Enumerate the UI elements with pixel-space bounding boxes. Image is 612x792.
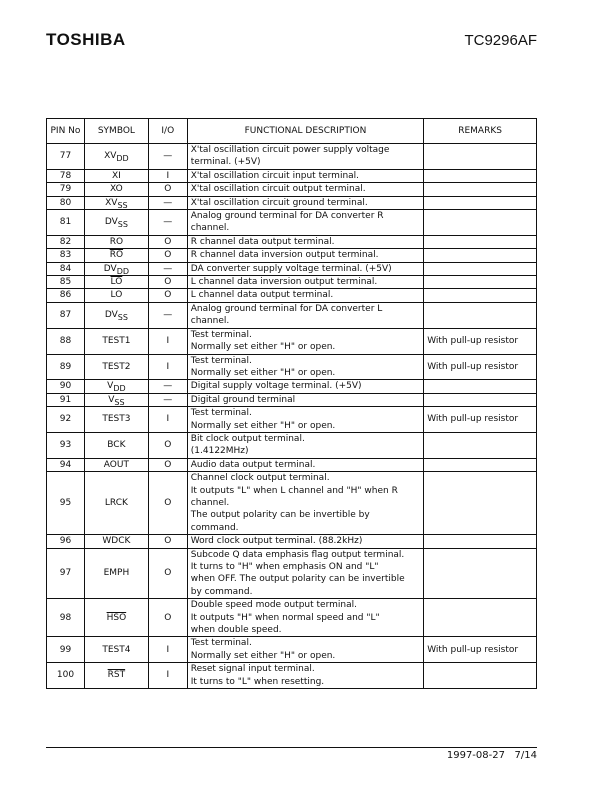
table-row: [47, 535, 537, 548]
description-line: DA converter supply voltage terminal. (+5V): [190, 263, 392, 274]
pin-remarks: [424, 210, 537, 236]
table-header-row: [47, 119, 537, 144]
description-line: The output polarity can be invertible by: [190, 510, 370, 521]
description-line: It turns to "H" when emphasis ON and "L": [190, 562, 379, 572]
symbol-base: XO: [110, 184, 123, 195]
pin-remarks: [424, 548, 537, 599]
description-line: It outputs "H" when normal speed and "L": [190, 612, 380, 623]
pin-io: O: [148, 183, 187, 196]
pin-io: O: [148, 472, 187, 535]
description-line: Normally set either "H" or open.: [190, 367, 336, 378]
description-line: by command.: [190, 586, 253, 597]
footer-date: 1997-08-27: [446, 750, 505, 761]
table-row: [47, 663, 537, 689]
column-header-symbol: SYMBOL: [84, 119, 148, 144]
symbol-base: TEST3: [102, 414, 131, 425]
symbol-base: V: [107, 381, 114, 392]
description-line: Test terminal.: [190, 329, 252, 340]
pin-remarks: [424, 663, 537, 689]
description-line: Test terminal.: [190, 408, 252, 419]
pin-io: I: [148, 663, 187, 689]
description-line: X'tal oscillation circuit power supply voltage: [190, 145, 390, 155]
pin-number: 88: [47, 328, 85, 354]
symbol-base: XV: [104, 151, 117, 162]
symbol-base: TEST1: [102, 335, 131, 346]
table-row: [47, 249, 537, 262]
symbol-base: $\overline{RST}$: [107, 670, 126, 681]
column-header-pin: PIN No: [47, 119, 85, 144]
pin-symbol: [84, 472, 148, 535]
description-line: Reset signal input terminal.: [190, 664, 315, 675]
pin-symbol: [84, 458, 148, 471]
table-row: [47, 458, 537, 471]
pin-symbol: [84, 548, 148, 599]
table-row: [47, 354, 537, 380]
pin-io: —: [148, 210, 187, 236]
pin-description: [187, 276, 423, 289]
description-line: when OFF. The output polarity can be invertible: [190, 574, 405, 585]
pin-symbol: [84, 289, 148, 302]
description-line: R channel data output terminal.: [190, 236, 335, 247]
symbol-base: BCK: [107, 440, 126, 451]
pin-remarks: [424, 432, 537, 458]
symbol-base: DV: [104, 217, 118, 228]
pin-description: [187, 235, 423, 248]
symbol-base: WDCK: [102, 536, 131, 547]
pin-io: I: [148, 169, 187, 182]
pin-remarks: [424, 393, 537, 406]
column-header-remarks: REMARKS: [424, 119, 537, 144]
pin-number: 96: [47, 535, 85, 548]
pin-symbol: [84, 169, 148, 182]
pin-remarks: With pull-up resistor: [424, 354, 537, 380]
description-line: command.: [190, 522, 239, 533]
description-line: Digital supply voltage terminal. (+5V): [190, 381, 362, 392]
pin-remarks: [424, 289, 537, 302]
symbol-base: EMPH: [103, 568, 130, 579]
description-line: R channel data inversion output terminal.: [190, 250, 379, 261]
pin-description: [187, 472, 423, 535]
pin-symbol: [84, 354, 148, 380]
pin-symbol: [84, 196, 148, 209]
pin-description: [187, 210, 423, 236]
part-number: TC9296AF: [464, 32, 537, 49]
pin-remarks: [424, 169, 537, 182]
description-line: Normally set either "H" or open.: [190, 342, 336, 353]
pin-description: [187, 663, 423, 689]
table-row: [47, 302, 537, 328]
column-header-io: I/O: [148, 119, 187, 144]
description-line: Channel clock output terminal.: [190, 473, 330, 484]
pin-number: 90: [47, 380, 85, 393]
pin-symbol: [84, 663, 148, 689]
pin-number: 79: [47, 183, 85, 196]
table-row: [47, 289, 537, 302]
table-row: [47, 599, 537, 637]
pin-remarks: [424, 599, 537, 637]
symbol-subscript: SS: [117, 220, 128, 230]
pin-remarks: With pull-up resistor: [424, 407, 537, 433]
table-row: [47, 262, 537, 275]
pin-symbol: [84, 380, 148, 393]
symbol-subscript: DD: [113, 384, 126, 394]
brand-logo: TOSHIBA: [46, 30, 126, 49]
pin-symbol: [84, 535, 148, 548]
symbol-subscript: SS: [114, 397, 125, 407]
description-line: channel.: [190, 223, 230, 234]
pin-description: [187, 144, 423, 170]
pin-io: I: [148, 354, 187, 380]
pin-remarks: [424, 380, 537, 393]
pin-number: 89: [47, 354, 85, 380]
description-line: Digital ground terminal: [190, 394, 296, 405]
table-row: [47, 472, 537, 535]
pin-io: —: [148, 393, 187, 406]
pin-io: O: [148, 235, 187, 248]
pin-description: [187, 196, 423, 209]
symbol-base: TEST4: [102, 644, 131, 655]
pin-remarks: With pull-up resistor: [424, 328, 537, 354]
pin-description-table: [46, 118, 537, 689]
pin-remarks: [424, 235, 537, 248]
pin-remarks: [424, 276, 537, 289]
pin-description: [187, 599, 423, 637]
description-line: (1.4122MHz): [190, 446, 249, 457]
table-row: [47, 169, 537, 182]
pin-number: 81: [47, 210, 85, 236]
pin-description: [187, 249, 423, 262]
pin-description: [187, 289, 423, 302]
symbol-base: DV: [104, 310, 118, 321]
pin-io: O: [148, 458, 187, 471]
pin-io: O: [148, 276, 187, 289]
description-line: Test terminal.: [190, 355, 252, 366]
pin-number: 83: [47, 249, 85, 262]
pin-description: [187, 262, 423, 275]
description-line: when double speed.: [190, 625, 282, 636]
pin-number: 92: [47, 407, 85, 433]
pin-io: I: [148, 637, 187, 663]
pin-description: [187, 637, 423, 663]
pin-remarks: [424, 196, 537, 209]
description-line: Bit clock output terminal.: [190, 433, 305, 444]
table-row: [47, 210, 537, 236]
description-line: Normally set either "H" or open.: [190, 420, 336, 431]
table-row: [47, 432, 537, 458]
description-line: Double speed mode output terminal.: [190, 600, 357, 611]
pin-io: —: [148, 380, 187, 393]
pin-io: —: [148, 144, 187, 170]
footer-page: 7/14: [514, 750, 537, 761]
table-row: [47, 548, 537, 599]
pin-description: [187, 393, 423, 406]
description-line: Analog ground terminal for DA converter R: [190, 211, 384, 222]
table-row: [47, 235, 537, 248]
pin-description: [187, 432, 423, 458]
pin-io: O: [148, 289, 187, 302]
pin-io: O: [148, 249, 187, 262]
description-line: Audio data output terminal.: [190, 459, 316, 470]
symbol-base: $\overline{HSO}$: [106, 612, 127, 623]
symbol-subscript: DD: [116, 154, 129, 164]
pin-remarks: [424, 458, 537, 471]
pin-remarks: [424, 472, 537, 535]
pin-number: 93: [47, 432, 85, 458]
pin-description: [187, 380, 423, 393]
description-line: terminal. (+5V): [190, 157, 261, 168]
description-line: channel.: [190, 316, 230, 327]
table-row: [47, 393, 537, 406]
pin-symbol: [84, 432, 148, 458]
pin-io: O: [148, 535, 187, 548]
table-row: [47, 637, 537, 663]
description-line: It outputs "L" when L channel and "H" when R: [190, 485, 398, 496]
description-line: X'tal oscillation circuit output terminal.: [190, 184, 366, 195]
pin-number: 87: [47, 302, 85, 328]
symbol-subscript: DD: [116, 266, 130, 276]
table-row: [47, 328, 537, 354]
pin-remarks: [424, 262, 537, 275]
pin-io: —: [148, 196, 187, 209]
pin-number: 84: [47, 262, 85, 275]
pin-remarks: [424, 144, 537, 170]
description-line: X'tal oscillation circuit ground terminal.: [190, 197, 368, 208]
description-line: Subcode Q data emphasis flag output terminal.: [190, 549, 405, 560]
pin-number: 85: [47, 276, 85, 289]
description-line: Word clock output terminal. (88.2kHz): [190, 536, 363, 547]
table-row: [47, 183, 537, 196]
pin-description: [187, 328, 423, 354]
pin-symbol: [84, 210, 148, 236]
symbol-base: AOUT: [103, 459, 129, 470]
pin-description: [187, 535, 423, 548]
pin-remarks: [424, 183, 537, 196]
pin-number: 91: [47, 393, 85, 406]
pin-symbol: [84, 183, 148, 196]
table-row: [47, 144, 537, 170]
pin-description: [187, 183, 423, 196]
symbol-base: LO: [110, 290, 123, 301]
pin-io: I: [148, 407, 187, 433]
pin-symbol: [84, 144, 148, 170]
description-line: channel.: [190, 497, 230, 508]
description-line: L channel data inversion output terminal.: [190, 277, 378, 288]
pin-number: 99: [47, 637, 85, 663]
description-line: L channel data output terminal.: [190, 290, 334, 301]
symbol-base: DV: [103, 263, 117, 274]
pin-remarks: [424, 535, 537, 548]
pin-remarks: With pull-up resistor: [424, 637, 537, 663]
pin-io: I: [148, 328, 187, 354]
pin-io: O: [148, 599, 187, 637]
pin-number: 78: [47, 169, 85, 182]
footer-divider: [46, 747, 537, 748]
symbol-base: $\overline{RO}$: [109, 250, 124, 261]
pin-io: —: [148, 262, 187, 275]
symbol-base: $\overline{LO}$: [110, 277, 123, 288]
description-line: Analog ground terminal for DA converter L: [190, 303, 383, 314]
pin-number: 80: [47, 196, 85, 209]
pin-symbol: [84, 302, 148, 328]
pin-remarks: [424, 302, 537, 328]
column-header-description: FUNCTIONAL DESCRIPTION: [187, 119, 423, 144]
pin-number: 97: [47, 548, 85, 599]
table-row: [47, 196, 537, 209]
description-line: It turns to "L" when resetting.: [190, 676, 325, 687]
pin-number: 77: [47, 144, 85, 170]
pin-description: [187, 169, 423, 182]
pin-description: [187, 548, 423, 599]
pin-description: [187, 302, 423, 328]
pin-symbol: [84, 262, 148, 275]
pin-symbol: [84, 328, 148, 354]
table-row: [47, 407, 537, 433]
description-line: Test terminal.: [190, 638, 252, 649]
description-line: X'tal oscillation circuit input terminal.: [190, 170, 360, 181]
pin-io: O: [148, 548, 187, 599]
pin-io: O: [148, 432, 187, 458]
symbol-base: RO: [109, 236, 124, 247]
pin-symbol: [84, 599, 148, 637]
pin-symbol: [84, 276, 148, 289]
pin-number: 94: [47, 458, 85, 471]
pin-symbol: [84, 393, 148, 406]
pin-symbol: [84, 407, 148, 433]
description-line: Normally set either "H" or open.: [190, 650, 336, 661]
table-row: [47, 276, 537, 289]
pin-symbol: [84, 249, 148, 262]
pin-number: 95: [47, 472, 85, 535]
pin-description: [187, 407, 423, 433]
pin-number: 98: [47, 599, 85, 637]
pin-symbol: [84, 235, 148, 248]
symbol-base: XV: [105, 197, 118, 208]
pin-number: 100: [47, 663, 85, 689]
symbol-subscript: SS: [117, 313, 128, 323]
symbol-base: LRCK: [104, 497, 128, 508]
table-row: [47, 380, 537, 393]
pin-description: [187, 458, 423, 471]
pin-io: —: [148, 302, 187, 328]
symbol-base: TEST2: [102, 361, 131, 372]
symbol-base: V: [108, 394, 115, 405]
footer: [447, 750, 537, 761]
pin-description: [187, 354, 423, 380]
symbol-base: XI: [111, 170, 121, 181]
pin-remarks: [424, 249, 537, 262]
pin-symbol: [84, 637, 148, 663]
pin-number: 86: [47, 289, 85, 302]
pin-number: 82: [47, 235, 85, 248]
symbol-subscript: SS: [117, 200, 128, 210]
